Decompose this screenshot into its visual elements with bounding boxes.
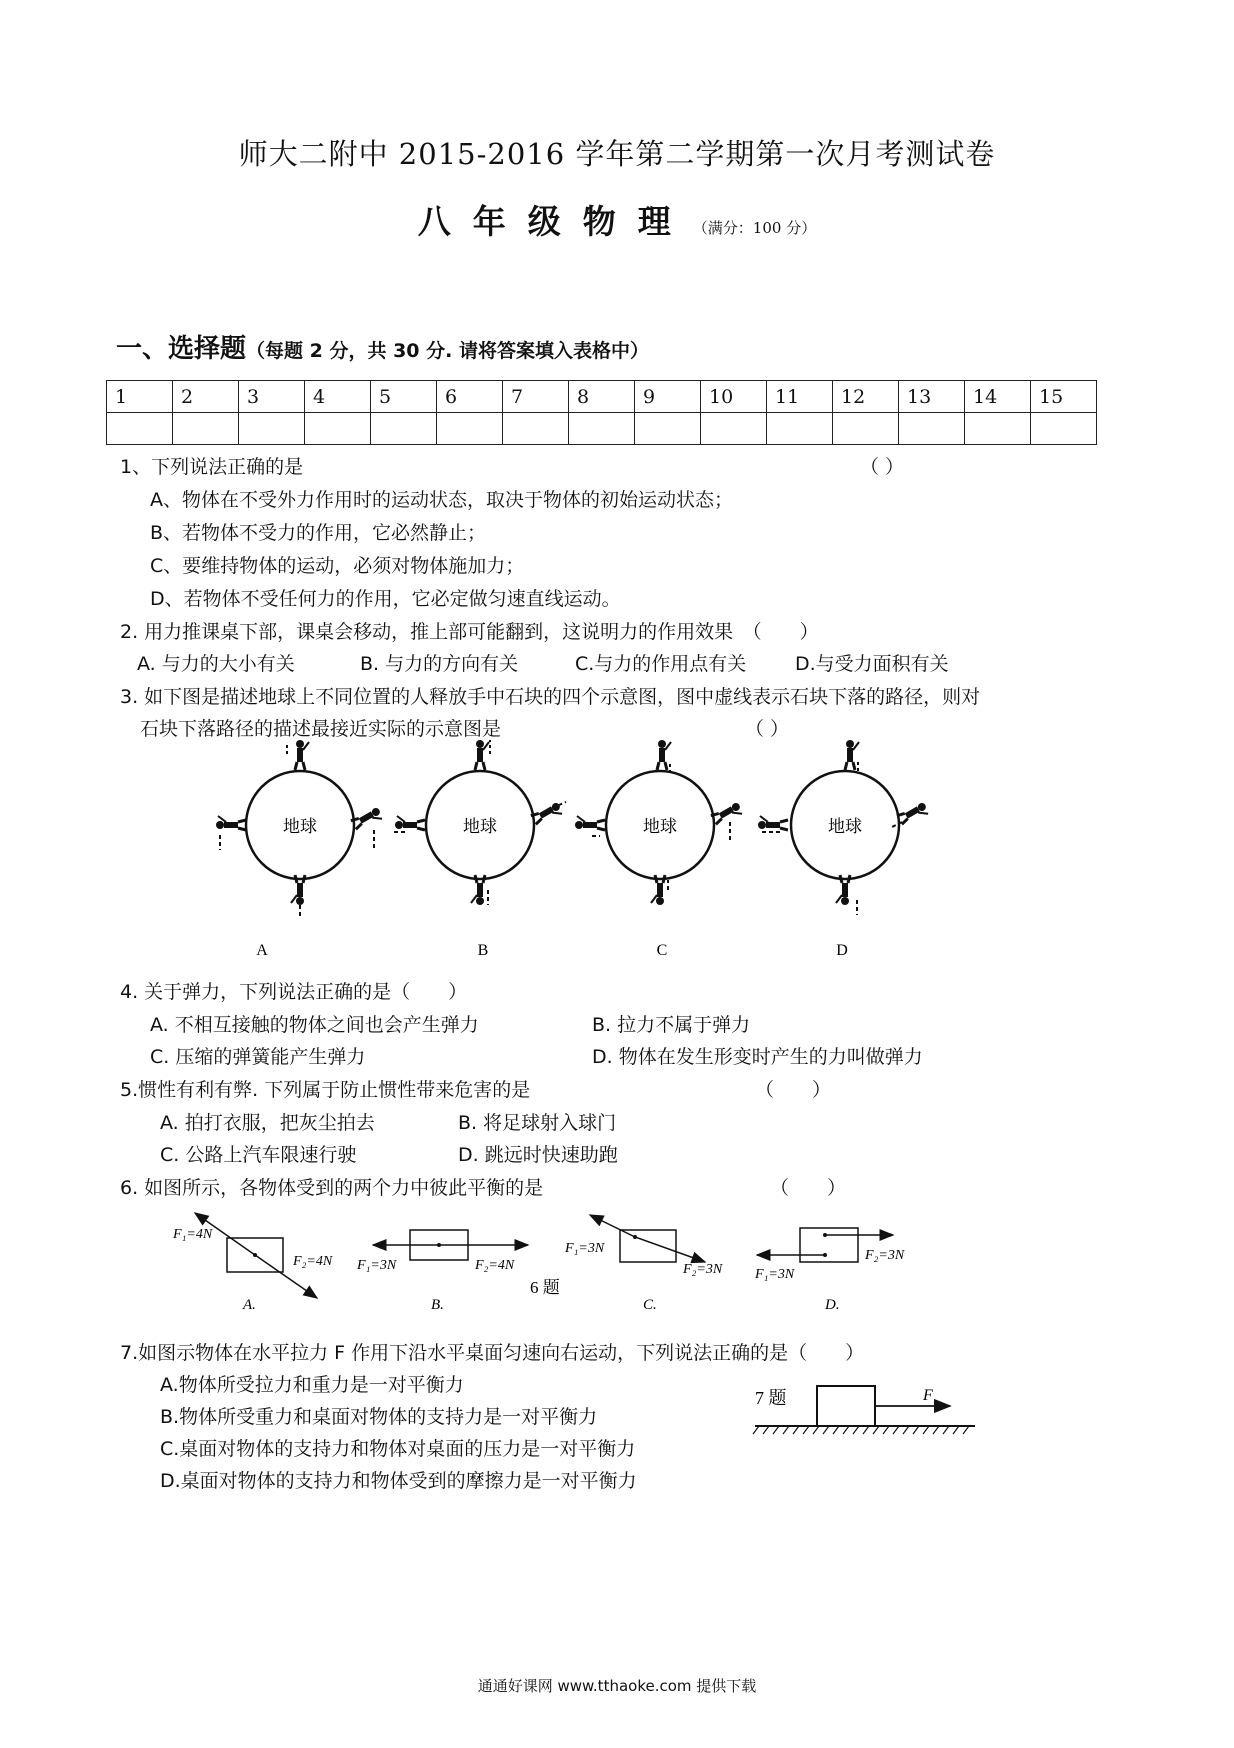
- q3-figure-c: [575, 740, 744, 959]
- q5-stem: 5.惯性有利有弊. 下列属于防止惯性带来危害的是: [120, 1079, 531, 1101]
- q7-stem: 7.如图示物体在水平拉力 F 作用下沿水平桌面匀速向右运动，下列说法正确的是（ ）: [120, 1342, 865, 1364]
- q3-figure-d: [758, 740, 930, 959]
- subject-title: 八年级物理: [417, 202, 693, 241]
- q3-figure-b: [393, 740, 566, 959]
- answer-cell[interactable]: [701, 413, 767, 445]
- q1-option-c: C、要维持物体的运动，必须对物体施加力；: [150, 555, 525, 577]
- answer-table-blank-row: [107, 413, 1097, 445]
- q4-stem: 4. 关于弹力，下列说法正确的是（ ）: [120, 981, 468, 1003]
- q4-option-a: A. 不相互接触的物体之间也会产生弹力: [150, 1014, 479, 1036]
- q6-a-f1: F₁=4N: [173, 1227, 213, 1242]
- q7-option-c: C.桌面对物体的支持力和物体对桌面的压力是一对平衡力: [160, 1438, 636, 1460]
- q6-d-f1: F₁=3N: [755, 1267, 795, 1282]
- answer-table: [106, 380, 1097, 445]
- q6-stem: 6. 如图所示，各物体受到的两个力中彼此平衡的是: [120, 1177, 544, 1199]
- answer-cell[interactable]: [1031, 413, 1097, 445]
- q7-option-a: A.物体所受拉力和重力是一对平衡力: [160, 1374, 464, 1396]
- answer-col-header: 12: [833, 381, 899, 413]
- q5-option-a: A. 拍打衣服，把灰尘拍去: [160, 1112, 375, 1134]
- q6-b-f1: F₁=3N: [357, 1258, 397, 1273]
- answer-cell[interactable]: [899, 413, 965, 445]
- answer-col-header: 6: [437, 381, 503, 413]
- answer-cell[interactable]: [239, 413, 305, 445]
- answer-col-header: 7: [503, 381, 569, 413]
- q6-d-label: D.: [825, 1297, 840, 1313]
- earth-label: 地球: [283, 817, 317, 836]
- earth-label: 地球: [463, 817, 497, 836]
- q7-figure: [745, 1378, 985, 1438]
- q6-b-f2: F₂=4N: [475, 1258, 515, 1273]
- q3-figure-a: [216, 740, 384, 959]
- q3-stem-line2: 石块下落路径的描述最接近实际的示意图是: [140, 718, 502, 740]
- q7-caption: 7 题: [755, 1388, 787, 1408]
- q2-stem: 2. 用力推课桌下部，课桌会移动，推上部可能翻到，这说明力的作用效果 （ ）: [120, 621, 819, 643]
- answer-col-header: 15: [1031, 381, 1097, 413]
- q3-stem-line1: 3. 如下图是描述地球上不同位置的人释放手中石块的四个示意图，图中虚线表示石块下落的路径，则对: [120, 686, 981, 708]
- q6-figure-d: [754, 1228, 905, 1313]
- subject-line: [0, 196, 1234, 243]
- q6-d-f2: F₂=3N: [865, 1248, 905, 1263]
- earth-label: 地球: [828, 817, 862, 836]
- q6-figure-c: [564, 1215, 723, 1313]
- q6-figure-b: [356, 1230, 528, 1313]
- answer-table-header-row: [107, 381, 1097, 413]
- q6-c-f2: F₂=3N: [683, 1262, 723, 1277]
- exam-title: 师大二附中 2015-2016 学年第二学期第一次月考测试卷: [238, 137, 996, 171]
- answer-col-header: 14: [965, 381, 1031, 413]
- answer-col-header: 13: [899, 381, 965, 413]
- q7-option-d: D.桌面对物体的支持力和物体受到的摩擦力是一对平衡力: [160, 1470, 637, 1492]
- answer-cell[interactable]: [107, 413, 173, 445]
- section-note: （每题 2 分，共 30 分. 请将答案填入表格中）: [246, 340, 649, 362]
- q2-option-a: A. 与力的大小有关: [137, 653, 295, 675]
- q5-option-c: C. 公路上汽车限速行驶: [160, 1144, 357, 1166]
- q2-option-b: B. 与力的方向有关: [360, 653, 519, 675]
- answer-col-header: 5: [371, 381, 437, 413]
- answer-col-header: 11: [767, 381, 833, 413]
- q7-force-label: F: [923, 1387, 933, 1404]
- answer-cell[interactable]: [437, 413, 503, 445]
- q7-ground-hatch: [753, 1426, 969, 1434]
- q6-b-label: B.: [431, 1297, 444, 1313]
- q6-c-label: C.: [643, 1297, 657, 1313]
- q3-label-d: D: [836, 942, 848, 959]
- full-score: （满分：100 分）: [692, 219, 817, 237]
- answer-col-header: 9: [635, 381, 701, 413]
- earth-label: 地球: [643, 817, 677, 836]
- answer-col-header: 2: [173, 381, 239, 413]
- q6-answer-paren: （ ）: [770, 1177, 847, 1199]
- answer-col-header: 4: [305, 381, 371, 413]
- answer-col-header: 3: [239, 381, 305, 413]
- q3-label-b: B: [477, 942, 489, 959]
- q4-option-d: D. 物体在发生形变时产生的力叫做弹力: [592, 1046, 923, 1068]
- answer-cell[interactable]: [965, 413, 1031, 445]
- q1-option-d: D、若物体不受任何力的作用，它必定做匀速直线运动。: [150, 588, 621, 610]
- answer-cell[interactable]: [833, 413, 899, 445]
- section-name: 一、选择题: [116, 334, 247, 364]
- q1-option-a: A、物体在不受外力作用时的运动状态，取决于物体的初始运动状态；: [150, 489, 733, 511]
- q6-figure-a: [172, 1213, 333, 1313]
- q6-c-f1: F₁=3N: [565, 1241, 605, 1256]
- q1-stem: 1、下列说法正确的是: [120, 456, 304, 478]
- q7-option-b: B.物体所受重力和桌面对物体的支持力是一对平衡力: [160, 1406, 598, 1428]
- q3-label-c: C: [656, 942, 668, 959]
- q3-label-a: A: [256, 942, 268, 959]
- answer-cell[interactable]: [503, 413, 569, 445]
- answer-cell[interactable]: [569, 413, 635, 445]
- q5-option-b: B. 将足球射入球门: [458, 1112, 617, 1134]
- q5-option-d: D. 跳远时快速助跑: [458, 1144, 618, 1166]
- q3-answer-paren: （ ）: [745, 718, 790, 740]
- q2-option-c: C.与力的作用点有关: [575, 653, 747, 675]
- q4-option-c: C. 压缩的弹簧能产生弹力: [150, 1046, 366, 1068]
- q6-caption: 6 题: [530, 1278, 560, 1297]
- q4-option-b: B. 拉力不属于弹力: [592, 1014, 751, 1036]
- q5-answer-paren: （ ）: [755, 1079, 832, 1101]
- answer-cell[interactable]: [305, 413, 371, 445]
- answer-col-header: 10: [701, 381, 767, 413]
- q6-a-f2: F₂=4N: [293, 1254, 333, 1269]
- footer-credit: 通通好课网 www.tthaoke.com 提供下载: [477, 1677, 757, 1695]
- q6-force-figures: [165, 1205, 925, 1315]
- q6-a-label: A.: [243, 1297, 256, 1313]
- section-title: [116, 328, 649, 365]
- answer-col-header: 8: [569, 381, 635, 413]
- q1-answer-paren: （ ）: [860, 456, 905, 478]
- answer-cell[interactable]: [371, 413, 437, 445]
- q1-option-b: B、若物体不受力的作用，它必然静止；: [150, 522, 487, 544]
- q3-earth-figures: [190, 740, 1020, 960]
- answer-col-header: 1: [107, 381, 173, 413]
- answer-cell[interactable]: [635, 413, 701, 445]
- answer-cell[interactable]: [767, 413, 833, 445]
- q2-option-d: D.与受力面积有关: [795, 653, 949, 675]
- answer-cell[interactable]: [173, 413, 239, 445]
